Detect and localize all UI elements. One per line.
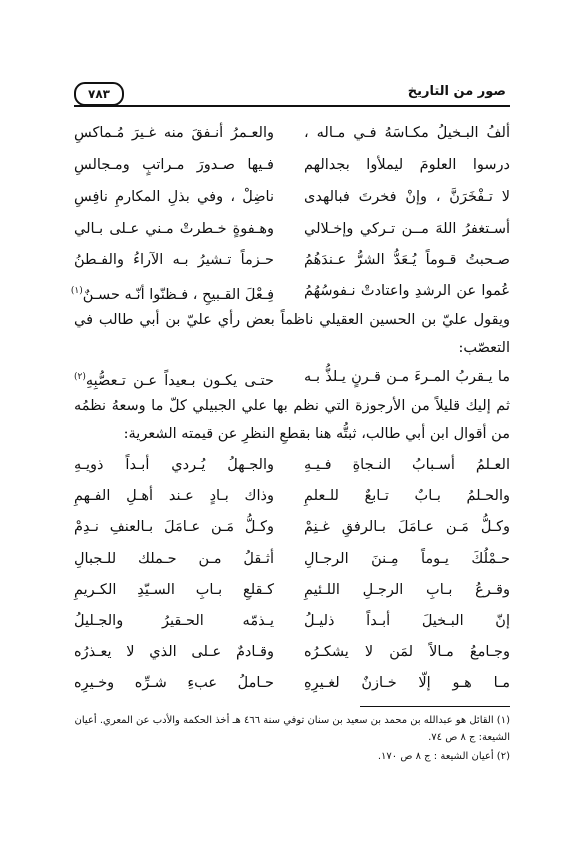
header-rule	[74, 105, 510, 107]
verse-second-hemistich: أثـقلُ مـن حـملك للـجبالِ	[74, 551, 274, 567]
verse-second-hemistich: وذاك بـادٍ عـند أهـلِ الفـهمِ	[74, 488, 274, 504]
verse	[74, 214, 510, 244]
verse	[70, 276, 510, 306]
verse-second-hemistich: حـاملُ عبءِ شـرِّه وخـيرِه	[74, 675, 274, 691]
verse-second-hemistich: ناضِلْ ، وفي بذلِ المكارمِ نافِسِ	[74, 189, 274, 205]
verse-second-hemistich: فـيها صـدورَ مـراتبٍ ومـجالسِ	[74, 157, 274, 173]
verse-first-hemistich: وجـامعُ مـالاً لمَن لا يشكـرُه	[304, 644, 510, 660]
verse	[74, 245, 510, 275]
verse	[74, 481, 510, 511]
verse-first-hemistich: إنّ البـخيلَ أبـداً ذليـلُ	[304, 613, 510, 629]
verse-first-hemistich: والحـلمُ بـابٌ تـابعٌ للـعلمِ	[304, 488, 510, 504]
verse	[74, 606, 510, 636]
verse-first-hemistich: درسوا العلومَ ليملأوا بجدالهم	[304, 157, 510, 173]
verse-second-hemistich: وكـلُّ مَـن عـامَلَ بـالعنفِ نـدِمْ	[74, 519, 274, 535]
verse-first-hemistich: ألفُ البـخيلُ مكـاسَهُ فـي مـاله ،	[304, 125, 510, 141]
verse-second-hemistich: وقـادمٌ عـلى الذي لا يعـذرُه	[74, 644, 274, 660]
verse-second-hemistich: فِـعْلَ القـبيحِ ، فـظنّوا أنّـه حسـنٌ$^{(١)}$	[70, 286, 274, 303]
verse	[74, 575, 510, 605]
verse-first-hemistich: مـا هـو إلّا خـازنٌ لغـيرِهِ	[304, 675, 510, 691]
footnote-ref-1: (١)	[70, 286, 83, 296]
verse	[74, 182, 510, 212]
verse-second-hemistich: كـقلعِ بـابِ السـيّدِ الكـريمِ	[74, 582, 274, 598]
verse-first-hemistich: عُموا عن الرشدِ واعتادتْ نـفوسُهُمُ	[304, 283, 510, 299]
verse-second-hemistich: حتـى يكـون بـعيداً عـن تـعصُّبِهِ$^{(٢)}$	[74, 372, 274, 389]
verse-first-hemistich: العـلمُ أسـبابُ النـجاةِ فـيـهِ	[304, 457, 510, 473]
footnote-separator	[360, 706, 510, 707]
page-number: ٧٨٣	[74, 82, 124, 106]
verse	[74, 150, 510, 180]
footnote-2: (٢) أعيان الشيعة : ج ٨ ص ١٧٠.	[377, 751, 510, 762]
footnote-1: (١) القائل هو عبدالله بن محمد بن سعيد بن سنان توفي سنة ٤٦٦ هـ أخذ الحكمة والأدب عن المعري. أعيان الشيعة: ج ٨ ص ٧٤.	[74, 715, 510, 743]
footnote-ref-2: (٢)	[74, 372, 86, 382]
verse	[74, 512, 510, 542]
header-title: صور من التاريخ	[407, 84, 506, 99]
verse-second-hemistich: حـزماً تـشيرُ بـه الآراءُ والفـطنُ	[74, 252, 274, 268]
verse-first-hemistich: أسـتغفرُ اللهَ مــن تـركي وإخـلالي	[304, 221, 510, 237]
verse	[74, 668, 510, 698]
verse	[74, 118, 510, 148]
verse	[74, 544, 510, 574]
running-header	[74, 82, 510, 106]
verse	[74, 450, 510, 480]
intro-paragraph-2: ثم إليك قليلاً من الأرجوزة التي نظم بها علي الجبيلي كلّ ما وسعهُ نظمُه من أقوال ابن أبي طالب، ثبتُّه هنا بقطعِ النظرِ عن قيمته الشعرية:	[74, 398, 510, 442]
verse-second-hemistich: يـذمّه الحـقيرُ والجـليلُ	[74, 613, 274, 629]
verse-first-hemistich: ما يـقربُ المـرءَ مـن قـرنٍ يـلذُّ بـه	[304, 369, 510, 385]
intro-paragraph-1: ويقول عليّ بن الحسين العقيلي ناظماً بعض رأي عليّ بن أبي طالب في التعصّب:	[74, 312, 510, 356]
verse-second-hemistich: وهـفوةٍ خـطرتْ مـني عـلى بـالي	[74, 221, 274, 237]
verse-first-hemistich: وقـرعُ بـابِ الرجـلِ اللـئيمِ	[304, 582, 510, 598]
verse	[74, 362, 510, 392]
verse-first-hemistich: حـمْلُكَ يـوماً مِـننَ الرجـالِ	[304, 551, 510, 567]
verse-first-hemistich: لا تـفْخَرَنَّ ، وإنْ فخرتَ فبالهدى	[304, 189, 510, 205]
verse-second-hemistich: والعـمرُ أنـفقَ منه غـيرَ مُـماكسِ	[74, 125, 274, 141]
verse-first-hemistich: وكـلُّ مَـن عـامَلَ بـالرفقِ غـنِمْ	[304, 519, 510, 535]
verse-second-hemistich: والجـهلُ يُـردي أبـداً ذويـهِ	[74, 457, 274, 473]
verse	[74, 637, 510, 667]
verse-first-hemistich: صـحبتُ قـوماً يُـعَدُّ الشرُّ عـندَهُمُ	[304, 252, 510, 268]
